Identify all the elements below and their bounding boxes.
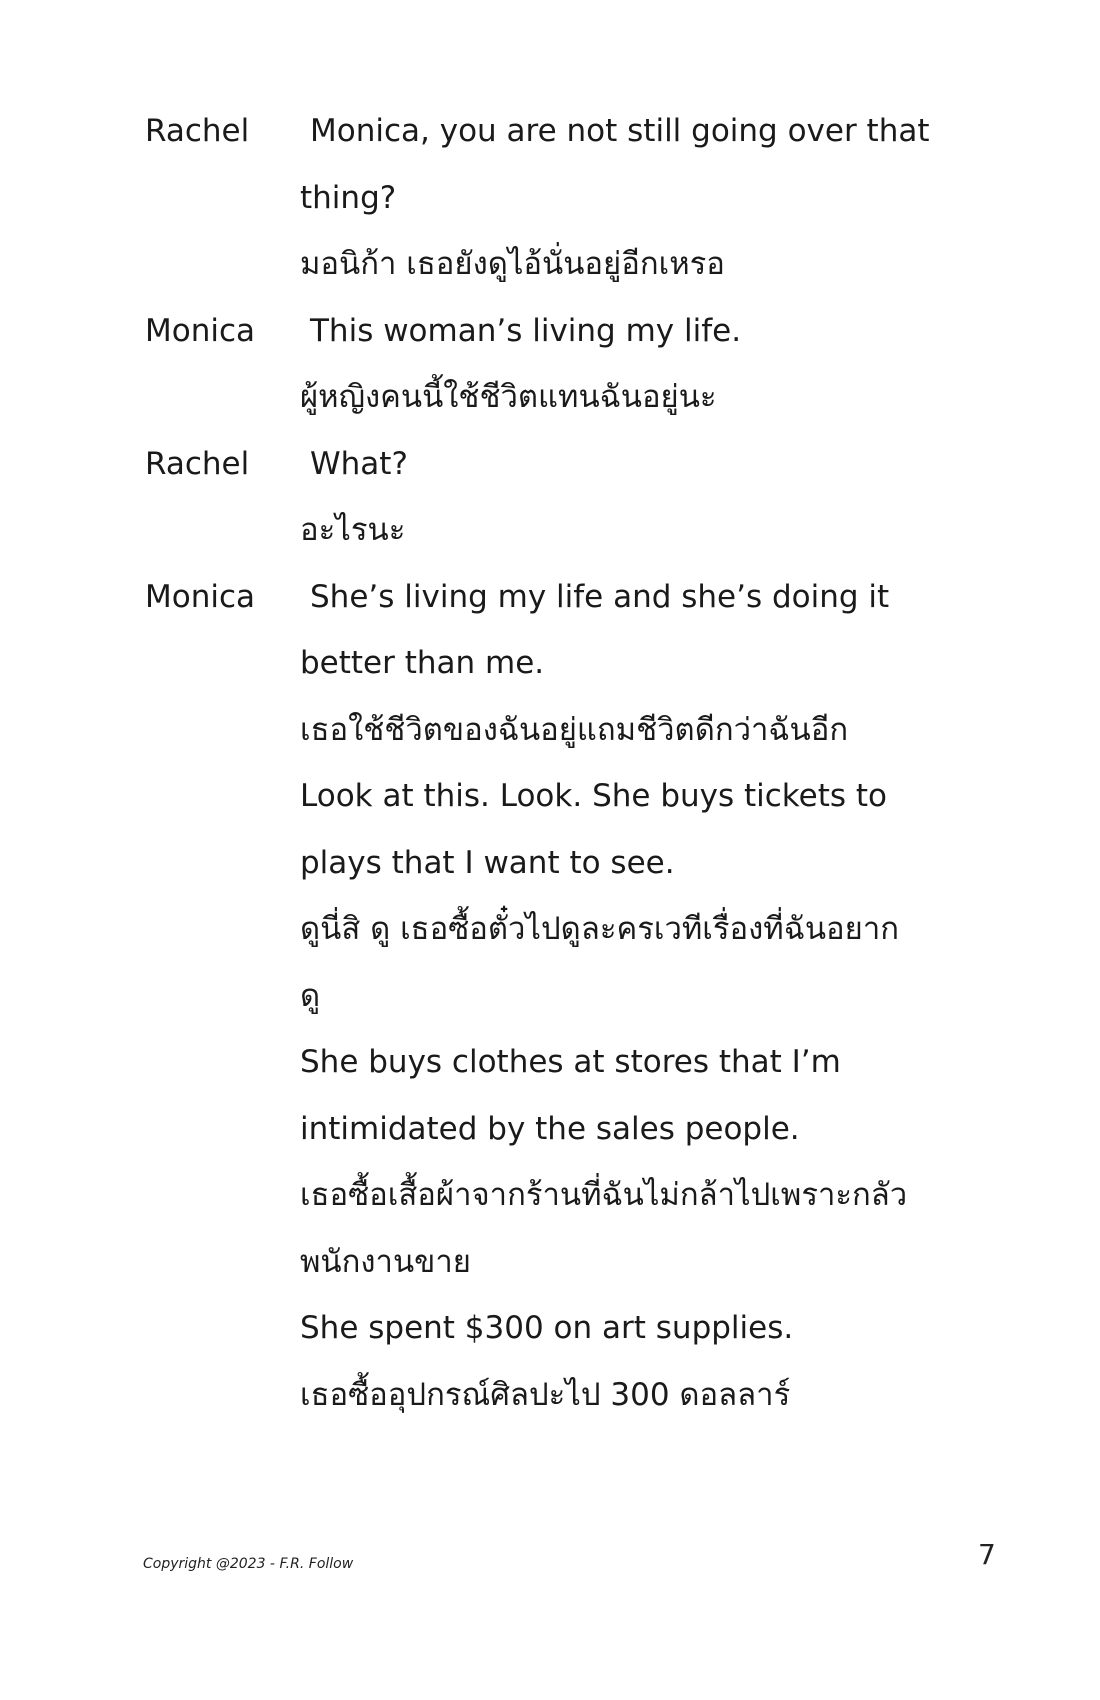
dialogue-line-thai: พนักงานขาย [300, 1243, 471, 1280]
dialogue-line-thai: อะไรนะ [300, 512, 406, 548]
dialogue-line-thai: เธอซื้ออุปกรณ์ศิลปะไป 300 ดอลลาร์ [300, 1376, 791, 1413]
dialogue-lines [300, 98, 1005, 298]
dialogue-line-thai: ผู้หญิงคนนี้ใช้ชีวิตแทนฉันอยู่นะ [300, 379, 717, 415]
dialogue-line-thai: ดูนี่สิ ดู เธอซื้อตั๋วไปดูละครเวทีเรื่องที่ฉันอยาก [300, 911, 899, 947]
dialogue-turn [145, 564, 1005, 1429]
dialogue-turn [145, 298, 1005, 431]
speaker-name: Monica [145, 312, 256, 349]
dialogue-turn [145, 431, 1005, 564]
copyright-notice: Copyright @2023 - F.R. Follow [143, 1556, 354, 1572]
dialogue-line: better than me. [300, 645, 545, 681]
dialogue-line-thai: เธอใช้ชีวิตของฉันอยู่แถมชีวิตดีกว่าฉันอีก [300, 711, 849, 748]
speaker-name: Rachel [145, 445, 250, 482]
dialogue-line-thai: เธอซื้อเสื้อผ้าจากร้านที่ฉันไม่กล้าไปเพราะกลัว [300, 1177, 908, 1213]
dialogue-line: This woman’s living my life. [310, 312, 742, 349]
dialogue-line: Look at this. Look. She buys tickets to [300, 778, 888, 814]
dialogue-turn [145, 98, 1005, 298]
dialogue-line: She’s living my life and she’s doing it [310, 578, 890, 615]
dialogue-line: intimidated by the sales people. [300, 1110, 800, 1147]
dialogue-line: She buys clothes at stores that I’m [300, 1044, 841, 1080]
page-number: 7 [978, 1538, 996, 1571]
dialogue-line-thai: มอนิก้า เธอยังดูไอ้นั่นอยู่อีกเหรอ [300, 246, 725, 282]
dialogue [145, 98, 1005, 1428]
dialogue-line: plays that I want to see. [300, 844, 675, 881]
dialogue-line: What? [310, 445, 408, 482]
dialogue-lines [300, 564, 1005, 1429]
dialogue-line-thai: ดู [300, 977, 321, 1014]
dialogue-line: thing? [300, 179, 397, 216]
dialogue-line: Monica, you are not still going over that [310, 113, 930, 149]
speaker-name: Rachel [145, 113, 250, 149]
dialogue-lines [300, 298, 1005, 431]
speaker-name: Monica [145, 578, 256, 615]
dialogue-lines [300, 431, 1005, 564]
dialogue-line: She spent $300 on art supplies. [300, 1310, 794, 1346]
